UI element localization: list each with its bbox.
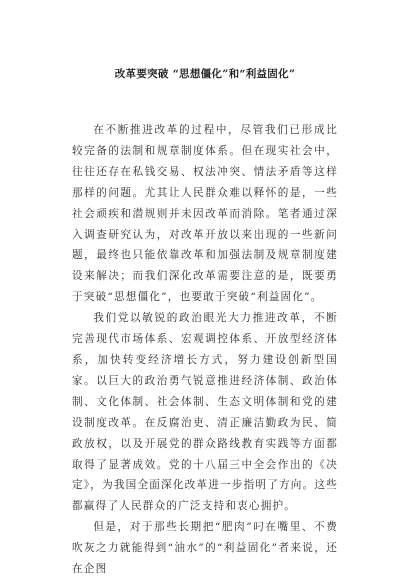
paragraph-3: 但是，对于那些长期把“肥肉”叼在嘴里、不费吹灰之力就能得到“油水”的“利益固化”者来说，还在企图 — [72, 521, 338, 576]
document-body — [72, 120, 338, 580]
paragraph-2: 我们党以敏锐的政治眼光大力推进改革，不断完善现代市场体系、宏观调控体系、开放型经济体系，加快转变经济增长方式，努力建设创新型国家。以巨大的政治勇气锐意推进经济体制、政治体制、文化体制、社会体制、生态文明体制和党的建设制度改革。在反腐治吏、清正廉洁勤政为民、简政放权，以及开展党的群众路线教育实践等方面都取得了显著成效。党的十八届三中全会作出的《决定》，为我国全面深化改革进一步指明了方向。这些都赢得了人民群众的广泛支持和衷心拥护。 — [72, 312, 338, 513]
paragraph-1: 在不断推进改革的过程中，尽管我们已形成比较完备的法制和规章制度体系。但在现实社会中，往往还存在私钱交易、权法冲突、情法矛盾等这样那样的问题。尤其让人民群众难以释怀的是，一些社会顽疾和潜规则并未因改革而消除。笔者通过深入调查研究认为，对改革开放以来出现的一些新问题，最终也只能依靠改革和加强法制及规章制度建设来解决；而我们深化改革需要注意的是，既要勇于突破“思想僵化”，也要敢于突破“利益固化”。 — [72, 124, 338, 304]
document-title: 改革要突破 “思想僵化”和“利益固化” — [114, 68, 296, 80]
